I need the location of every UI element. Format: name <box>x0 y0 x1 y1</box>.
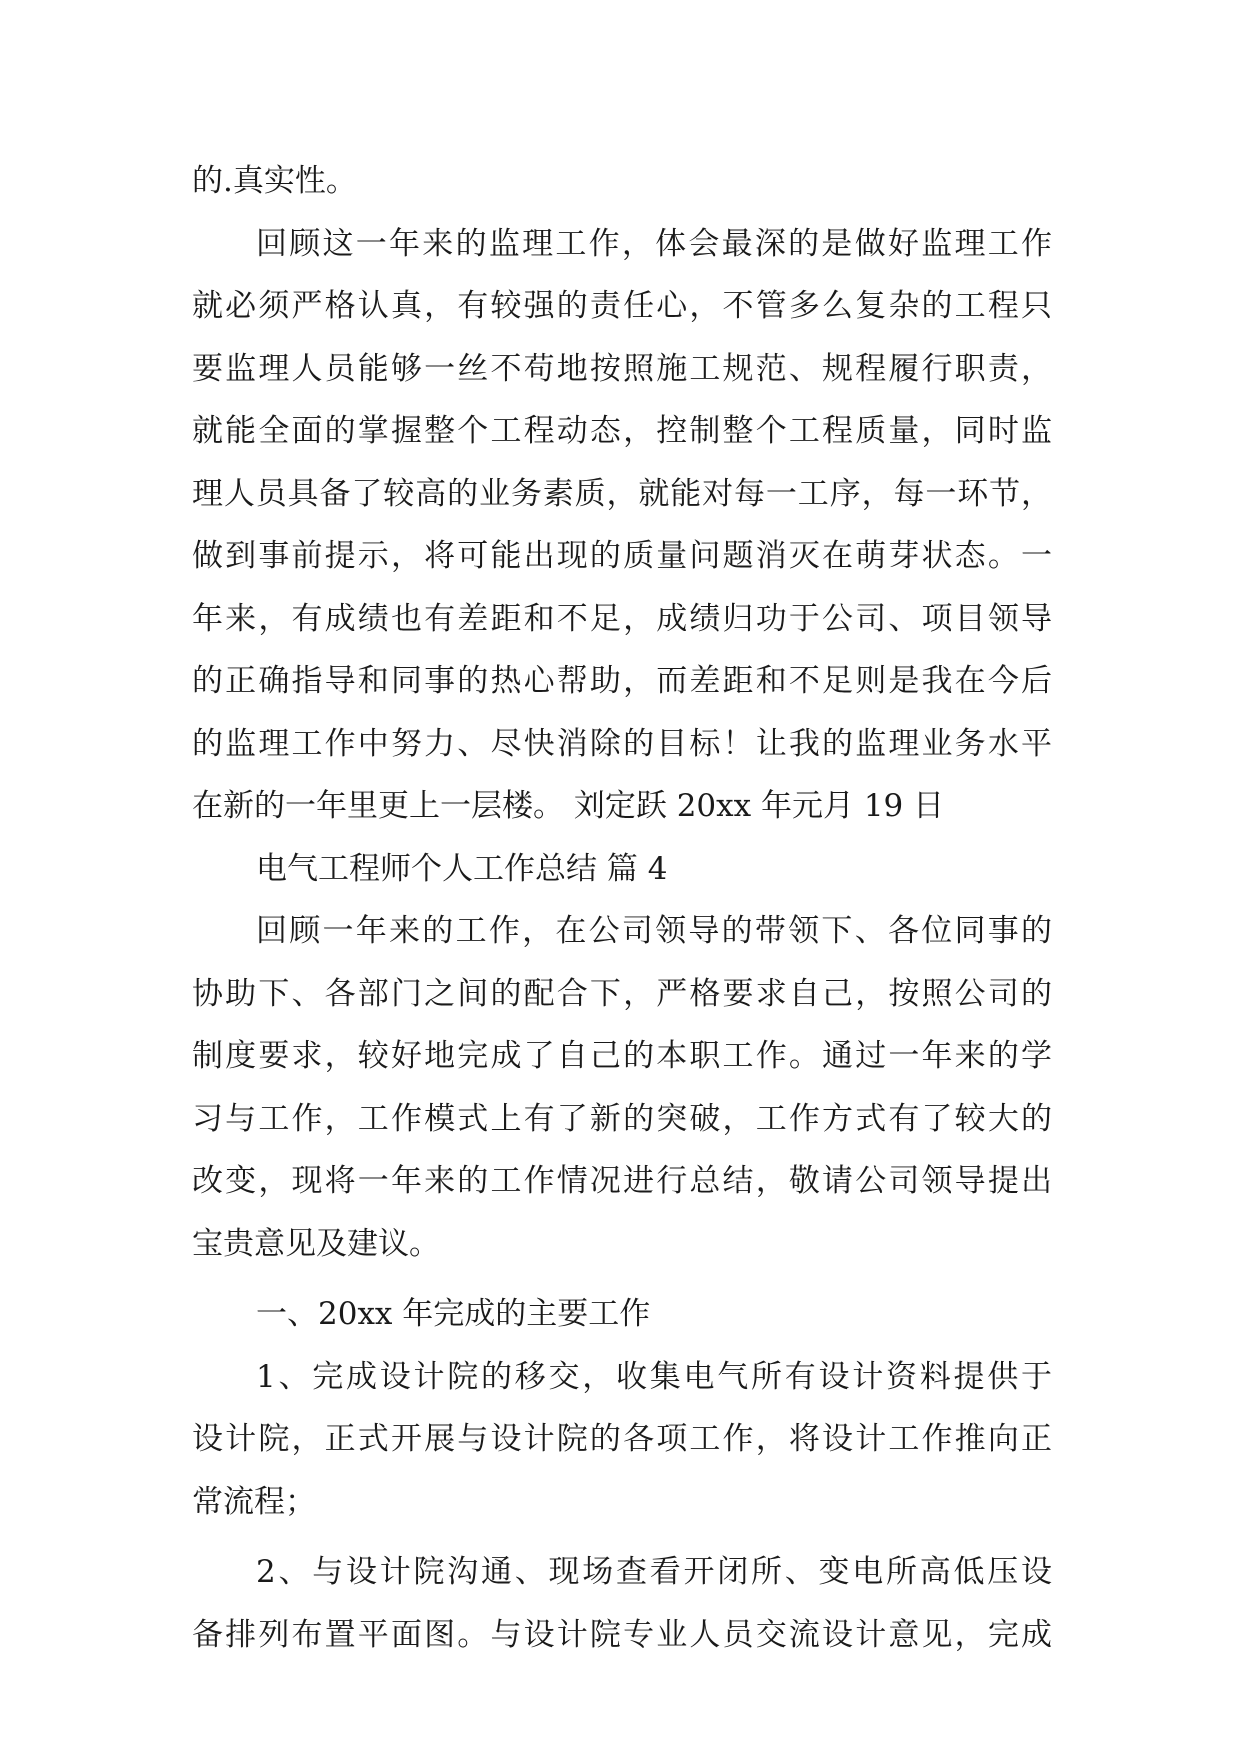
text-line: 的正确指导和同事的热心帮助，而差距和不足则是我在今后 <box>192 663 1052 699</box>
text-line: 要监理人员能够一丝不苟地按照施工规范、规程履行职责， <box>192 350 1052 387</box>
list-item-first-line: 1、完成设计院的移交，收集电气所有设计资料提供于 <box>256 1358 1052 1395</box>
subsection-heading: 一、20xx 年完成的主要工作 <box>256 1296 651 1332</box>
spacer <box>192 1275 1052 1283</box>
spacer <box>192 1533 1052 1541</box>
text-line: 制度要求，较好地完成了自己的本职工作。通过一年来的学 <box>192 1038 1052 1074</box>
text-line: 理人员具备了较高的业务素质，就能对每一工序，每一环节， <box>192 475 1052 512</box>
text-line: 的监理工作中努力、尽快消除的目标！让我的监理业务水平 <box>192 725 1052 762</box>
text-line: 设计院，正式开展与设计院的各项工作，将设计工作推向正 <box>192 1421 1052 1457</box>
signature-line: 在新的一年里更上一层楼。 刘定跃 20xx 年元月 19 日 <box>192 788 945 824</box>
section-heading: 电气工程师个人工作总结 篇 4 <box>256 850 668 887</box>
text-line: 的.真实性。 <box>192 163 357 199</box>
text-line: 常流程； <box>192 1483 316 1520</box>
paragraph-first-line: 回顾这一年来的监理工作，体会最深的是做好监理工作 <box>256 225 1052 262</box>
text-line: 改变，现将一年来的工作情况进行总结，敬请公司领导提出 <box>192 1163 1052 1199</box>
list-item-first-line: 2、与设计院沟通、现场查看开闭所、变电所高低压设 <box>256 1554 1052 1590</box>
text-line: 宝贵意见及建议。 <box>192 1225 440 1262</box>
document-body <box>192 150 1052 1666</box>
text-line: 习与工作，工作模式上有了新的突破，工作方式有了较大的 <box>192 1100 1052 1137</box>
text-line: 就必须严格认真，有较强的责任心，不管多么复杂的工程只 <box>192 288 1052 324</box>
text-line: 做到事前提示，将可能出现的质量问题消灭在萌芽状态。一 <box>192 538 1052 574</box>
paragraph-first-line: 回顾一年来的工作，在公司领导的带领下、各位同事的 <box>256 913 1052 949</box>
text-line: 年来，有成绩也有差距和不足，成绩归功于公司、项目领导 <box>192 600 1052 637</box>
text-line: 就能全面的掌握整个工程动态，控制整个工程质量，同时监 <box>192 413 1052 449</box>
text-line: 备排列布置平面图。与设计院专业人员交流设计意见，完成 <box>192 1616 1052 1653</box>
text-line: 协助下、各部门之间的配合下，严格要求自己，按照公司的 <box>192 975 1052 1012</box>
